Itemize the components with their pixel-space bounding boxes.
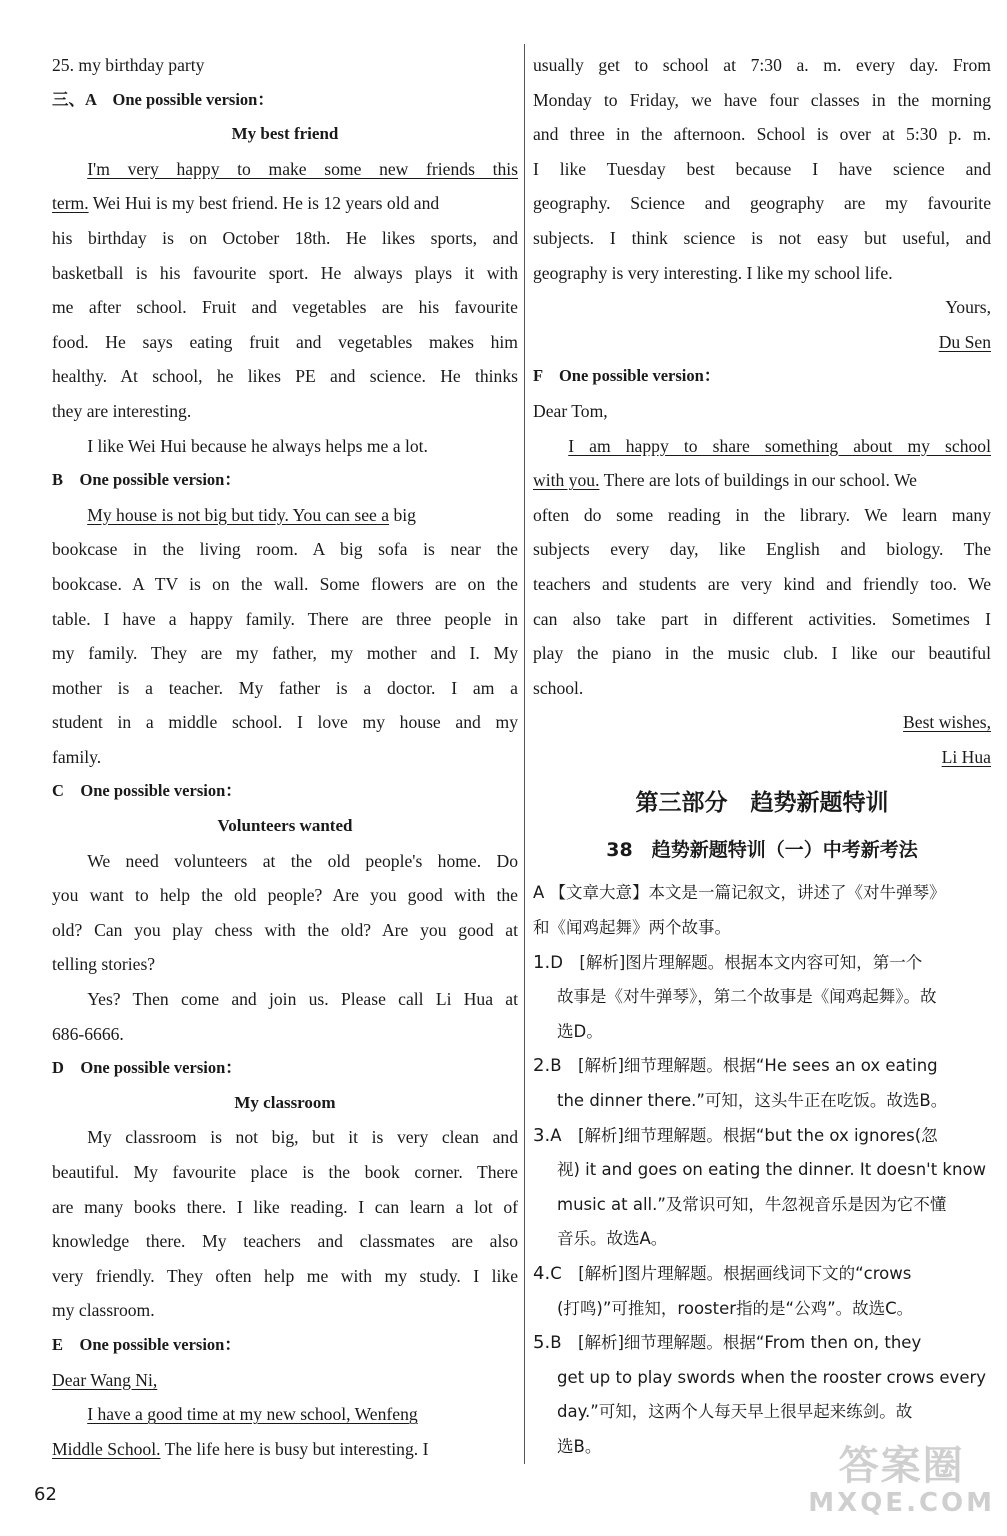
answer-line: get up to play swords when the rooster crows every [557, 1367, 987, 1387]
essay-line: are many books there. I like reading. I can learn a lot of [52, 1196, 518, 1217]
letter-signature: Du Sen [938, 331, 991, 352]
essay-line: play the piano in the music club. I like our beautiful [533, 643, 991, 664]
answer-line: 选D。 [557, 1021, 603, 1041]
essay-line: mother is a teacher. My father is a doctor. I am a [52, 677, 518, 698]
answer-number: 5. [533, 1332, 551, 1354]
answer-line: (打鸣)”可推知，rooster指的是“公鸡”。故选C。 [557, 1298, 914, 1318]
essay-line: big [393, 504, 416, 525]
essay-line: There are lots of buildings in our school. We [603, 470, 917, 491]
essay-line: student in a middle school. I love my house and my [52, 712, 518, 733]
answer-line: B [解析]细节理解题。根据“From then on, they [550, 1333, 922, 1353]
essay-line: 686-6666. [52, 1023, 124, 1044]
answer-item [533, 1049, 991, 1118]
answer-number: 1. [533, 951, 551, 973]
essay-line: I'm very happy to make some new friends this [87, 158, 518, 179]
essay-line: usually get to school at 7:30 a. m. every day. From [533, 55, 991, 75]
answer-line: D [解析]图片理解题。根据本文内容可知，第一个 [550, 952, 923, 972]
essay-line: my classroom. [52, 1300, 155, 1321]
essay-line: healthy. At school, he likes PE and science. He thinks [52, 366, 518, 387]
answer-number: 3. [533, 1124, 551, 1146]
letter-closing: Best wishes, [903, 712, 991, 733]
essay-line: We need volunteers at the old people's home. Do [87, 850, 518, 871]
essay-line: subjects every day, like English and biology. The [533, 539, 991, 560]
watermark-line2: MXQE.COM [808, 1488, 995, 1518]
section-b-label: B One possible version： [52, 470, 241, 490]
section-c-label: C One possible version： [52, 781, 242, 801]
section-f-label: F One possible version： [533, 366, 721, 386]
essay-line: bookcase. A TV is on the wall. Some flowers are on the [52, 573, 518, 594]
page-number: 62 [34, 1484, 57, 1505]
essay-line-underlined: I am happy to share something about my school [568, 435, 991, 456]
answer-line: day.”可知，这两个人每天早上很早起来练剑。故 [557, 1402, 913, 1422]
answer-line: A [解析]细节理解题。根据“but the ox ignores(忽 [550, 1125, 938, 1145]
essay-line: they are interesting. [52, 400, 192, 421]
essay-line: you want to help the old people? Are you good with the [52, 885, 518, 906]
essay-line: beautiful. My favourite place is the book corner. There [52, 1162, 518, 1182]
essay-line: I like Tuesday best because I have science and [533, 158, 991, 179]
part-title: 第三部分 趋势新题特训 [635, 790, 889, 817]
essay-line: bookcase in the living room. A big sofa is near the [52, 539, 518, 560]
essay-line: his birthday is on October 18th. He likes sports, and [52, 227, 518, 248]
essay-line: teachers and students are very kind and friendly too. We [533, 573, 991, 594]
answer-line: 故事是《对牛弹琴》，第二个故事是《闻鸡起舞》。故 [557, 987, 937, 1007]
left-column [52, 48, 518, 1466]
essay-line: family. [52, 746, 102, 767]
section-c-title: Volunteers wanted [217, 816, 353, 836]
letter-closing: Yours, [945, 297, 991, 318]
answer-line: 选B。 [557, 1436, 602, 1456]
answer-number: 2. [533, 1055, 551, 1077]
answer-line: 音乐。故选A。 [557, 1229, 668, 1249]
unit-title: 38 趋势新题特训（一）中考新考法 [606, 839, 918, 862]
essay-line-underlined: I have a good time at my new school, Wenfeng [87, 1404, 418, 1425]
letter-signature: Li Hua [941, 746, 991, 767]
essay-line: table. I have a happy family. There are three people in [52, 608, 518, 629]
essay-line: I like Wei Hui because he always helps me a lot. [87, 435, 428, 456]
summary-line: A 【文章大意】本文是一篇记叙文，讲述了《对牛弹琴》 [533, 883, 946, 903]
column-divider [524, 44, 525, 1464]
answer-line: C [解析]图片理解题。根据画线词下文的“crows [550, 1264, 912, 1283]
summary-line: 和《闻鸡起舞》两个故事。 [533, 918, 731, 938]
essay-line: school. [533, 677, 584, 698]
answer-item [533, 946, 991, 1050]
essay-line-underlined: term. [52, 193, 89, 214]
watermark-logo [808, 1444, 995, 1518]
section-a-title: My best friend [231, 124, 339, 144]
answer-item [533, 1257, 991, 1326]
right-column [533, 48, 991, 1465]
essay-line-underlined: Middle School. [52, 1438, 161, 1459]
essay-line: very friendly. They often help me with my study. I like [52, 1265, 518, 1286]
letter-greeting: Dear Wang Ni, [52, 1369, 158, 1390]
essay-line: and three in the afternoon. School is over at 5:30 p. m. [533, 124, 991, 145]
question-25: 25. my birthday party [52, 55, 205, 75]
essay-line-underlined: My house is not big but tidy. You can see a [87, 504, 390, 525]
section-d-label: D One possible version： [52, 1058, 242, 1078]
answer-list [533, 946, 991, 1465]
answer-line: music at all.”及常识可知，牛忽视音乐是因为它不懂 [557, 1194, 947, 1214]
letter-greeting: Dear Tom, [533, 400, 608, 421]
essay-line: Yes? Then come and join us. Please call Li Hua at [87, 989, 518, 1010]
essay-line: my family. They are my father, my mother and I. My [52, 643, 518, 664]
answer-line: 视) it and goes on eating the dinner. It doesn't know [557, 1160, 987, 1180]
answer-line: the dinner there.”可知，这头牛正在吃饭。故选B。 [557, 1091, 948, 1111]
section-e-label: E One possible version： [52, 1334, 241, 1354]
essay-line: My classroom is not big, but it is very clean and [87, 1127, 518, 1148]
essay-line: geography. Science and geography are my favourite [533, 193, 991, 214]
essay-line: telling stories? [52, 954, 156, 975]
essay-line: knowledge there. My teachers and classmates are also [52, 1231, 518, 1252]
essay-line: old? Can you play chess with the old? Are you good at [52, 919, 518, 940]
essay-line: Wei Hui is my best friend. He is 12 years old and [92, 193, 440, 214]
essay-line: often do some reading in the library. We learn many [533, 504, 991, 525]
essay-line: me after school. Fruit and vegetables are his favourite [52, 297, 518, 318]
essay-line: geography is very interesting. I like my school life. [533, 262, 893, 283]
answer-line: B [解析]细节理解题。根据“He sees an ox eating [550, 1056, 938, 1076]
answer-number: 4. [533, 1263, 551, 1284]
essay-line: Monday to Friday, we have four classes in the morning [533, 89, 991, 110]
essay-line-underlined: with you. [533, 470, 600, 491]
essay-line: basketball is his favourite sport. He always plays it with [52, 262, 518, 283]
answer-item [533, 1119, 991, 1257]
section-d-title: My classroom [234, 1092, 336, 1112]
essay-line: food. He says eating fruit and vegetables makes him [52, 331, 518, 352]
essay-line: The life here is busy but interesting. I [164, 1438, 429, 1459]
section-a-label: 三、A One possible version： [52, 89, 274, 109]
essay-line: subjects. I think science is not easy but useful, and [533, 227, 991, 248]
essay-line: can also take part in different activities. Sometimes I [533, 608, 991, 629]
watermark-line1: 答案圈 [838, 1443, 965, 1489]
